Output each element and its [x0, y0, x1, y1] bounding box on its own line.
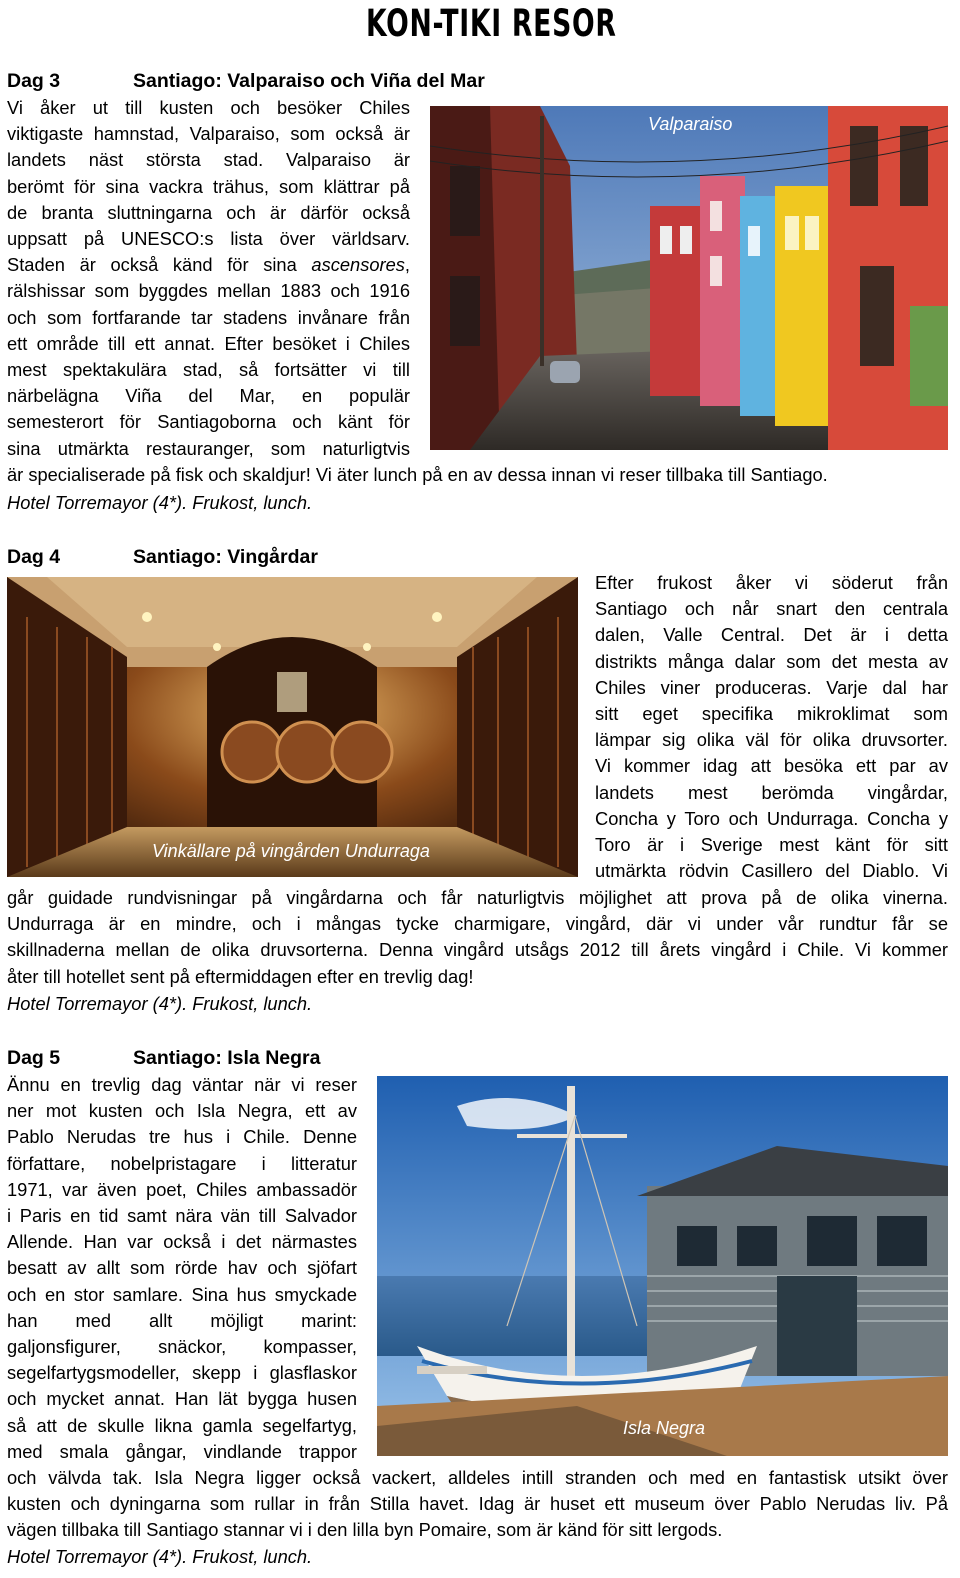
day4-text: [595, 570, 948, 884]
text-line: närbelägna Viña del Mar, en populär: [7, 385, 410, 407]
text-line: lämpar sig olika väl för olika druvsorter.: [595, 729, 948, 751]
day5-label: Dag 5: [7, 1047, 61, 1069]
brand-logo: KON-TIKI RESOR: [366, 2, 617, 45]
text-line: Santiago och når snart den centrala: [595, 598, 948, 620]
text-line: Ännu en trevlig dag väntar när vi reser: [7, 1074, 357, 1095]
text-line: besatt av allt som rörde hav och sjöfart: [7, 1257, 357, 1279]
isla-negra-photo: [377, 1076, 948, 1456]
text-line: landets mest berömda vingårdar,: [595, 781, 948, 803]
wine-cellar-caption: Vinkällare på vingården Undurraga: [152, 841, 430, 861]
day3-label: Dag 3: [7, 70, 61, 92]
day4-hotel: Hotel Torremayor (4*). Frukost, lunch.: [7, 993, 313, 1014]
text-line: de branta sluttningarna och är därför också: [7, 201, 410, 223]
emphasis-ascensores: ascensores: [311, 254, 405, 276]
text-line: galjonsfigurer, snäckor, kompasser,: [7, 1336, 357, 1358]
day3-text: [7, 95, 410, 462]
text-line: och en stor samlare. Sina hus smyckade: [7, 1283, 357, 1305]
day3-title: Santiago: Valparaiso och Viña del Mar: [133, 70, 485, 92]
text-line: är specialiserade på fisk och skaldjur! Vi äter lunch på en av dessa innan vi reser tillbaka till Santiago.: [7, 464, 828, 485]
text-line: så att de skulle likna gamla segelfartyg,: [7, 1414, 357, 1436]
text-line: segelfartygsmodeller, skepp i glasflaskor: [7, 1362, 357, 1384]
text-line: och som fortfarande tar stadens invånare från: [7, 306, 410, 328]
text-line: rälshissar som byggdes mellan 1883 och 1916: [7, 280, 410, 302]
text-line: berömt för sina vackra trähus, som klättrar på: [7, 175, 410, 197]
valparaiso-photo: [430, 106, 948, 450]
text-line: han med allt möjligt marint:: [7, 1309, 357, 1331]
isla-negra-caption: Isla Negra: [623, 1418, 706, 1438]
text-line: och mycket annat. Han lät bygga husen: [7, 1388, 357, 1410]
text-line: sitt eget specifika mikroklimat som: [595, 703, 948, 725]
wine-cellar-photo: [7, 577, 578, 877]
text-line: Vi kommer idag att besöka ett par av: [595, 755, 948, 777]
text-line: uppsatt på UNESCO:s lista över världsarv.: [7, 228, 410, 250]
text-line: Vi åker ut till kusten och besöker Chiles: [7, 97, 410, 118]
day3-text-continued: [7, 462, 947, 488]
text-line: sina utmärkta restauranger, som naturligtvis: [7, 437, 410, 459]
text-line: Allende. Han var också i det närmastes: [7, 1231, 357, 1253]
text-line: Toro är i Sverige mest känt för sitt: [595, 834, 948, 856]
text-line: ner mot kusten och Isla Negra, ett av: [7, 1100, 357, 1122]
day4-title: Santiago: Vingårdar: [133, 546, 318, 568]
text-line: viktigaste hamnstad, Valparaiso, som också är: [7, 123, 410, 145]
day5-hotel: Hotel Torremayor (4*). Frukost, lunch.: [7, 1546, 313, 1567]
day4-label: Dag 4: [7, 546, 61, 568]
text-line: skillnaderna mellan de olika druvsorterna. Denna vingård utsågs 2012 till årets vingård i Chile. Vi kommer: [7, 939, 948, 961]
text-line: med smala gångar, vindlande trappor: [7, 1440, 357, 1462]
text-line: kusten och dyningarna som rullar in från Stilla havet. Idag är huset ett museum över Pablo Nerudas liv. På: [7, 1493, 948, 1515]
text-line: Efter frukost åker vi söderut från: [595, 572, 948, 593]
text-line: semesterort för Santiagoborna och känt för: [7, 411, 410, 433]
text-line: vägen tillbaka till Santiago stannar vi i den lilla byn Pomaire, som är känd för sitt lergods.: [7, 1519, 723, 1541]
day5-title: Santiago: Isla Negra: [133, 1047, 321, 1069]
text-line: åter till hotellet sent på eftermiddagen efter en trevlig dag!: [7, 965, 474, 987]
text-line: dalen, Valle Central. Det är i detta: [595, 624, 948, 646]
text-line: ett område till ett annat. Efter besöket i Chiles: [7, 332, 410, 354]
valparaiso-caption: Valparaiso: [648, 114, 733, 134]
text-line: Chiles viner produceras. Varje dal har: [595, 676, 948, 698]
text-line: distrikts många dalar som det mesta av: [595, 650, 948, 672]
text-line: 1971, var även poet, Chiles ambassadör: [7, 1178, 357, 1200]
text-line: och välvda tak. Isla Negra ligger också vackert, alldeles intill stranden och med en fantastisk utsikt över: [7, 1467, 948, 1488]
text-line: mest spektakulära stad, så fortsätter vi till: [7, 359, 410, 381]
text-line: Staden är också känd för sina ascensores,: [7, 254, 410, 276]
text-line: författare, nobelpristagare i litteratur: [7, 1152, 357, 1174]
text-line: utmärkta rödvin Casillero del Diablo. Vi: [595, 860, 948, 882]
day5-text: [7, 1072, 357, 1465]
text-line: Undurraga är en mindre, och i mångas tycke charmigare, vingård, där vi under vår rundtur får se: [7, 913, 948, 935]
text-line: går guidade rundvisningar på vingårdarna och får naturligtvis möjlighet att prova på de olika vinerna.: [7, 887, 948, 908]
day3-hotel: Hotel Torremayor (4*). Frukost, lunch.: [7, 492, 313, 513]
text-line: Concha y Toro och Undurraga. Concha y: [595, 807, 948, 829]
day4-text-continued: [7, 885, 948, 990]
text-line: landets näst största stad. Valparaiso är: [7, 149, 410, 171]
text-line: i Paris en tid samt nära vän till Salvador: [7, 1205, 357, 1227]
day5-text-continued: [7, 1465, 948, 1544]
text-line: Pablo Nerudas tre hus i Chile. Denne: [7, 1126, 357, 1148]
